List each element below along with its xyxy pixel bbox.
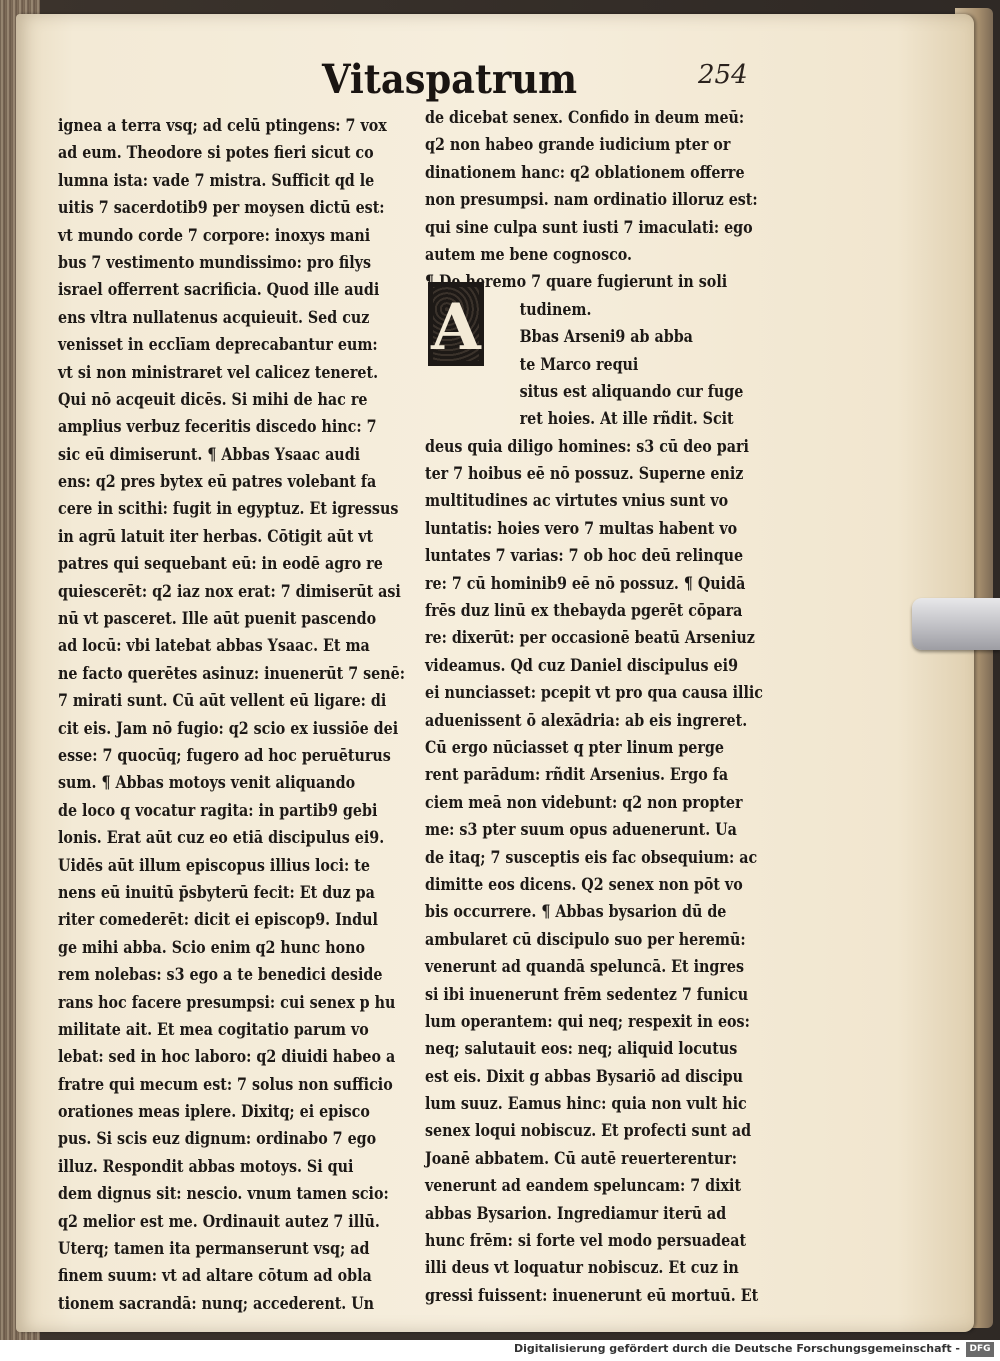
- text-line: deus quia diligo homines: s3 cū deo pari: [425, 435, 749, 456]
- text-line: ge mihi abba. Scio enim q2 hunc hono: [58, 936, 365, 957]
- text-line: cere in scithi: fugit in egyptuz. Et igressus: [58, 498, 399, 519]
- left-column: [58, 112, 405, 1317]
- right-column: [425, 104, 770, 1309]
- text-line: dinationem hanc: q2 oblationem offerre: [425, 161, 745, 182]
- text-line: lum suuz. Eamus hinc: quia non vult hic: [425, 1093, 747, 1114]
- text-line: rans hoc facere presumpsi: cui senex p hu: [58, 991, 396, 1012]
- text-line: non presumpsi. nam ordinatio illoruz est:: [425, 189, 758, 210]
- text-line: Joanē abbatem. Cū autē reuerterentur:: [425, 1147, 738, 1168]
- text-line: sum. ¶ Abbas motoys venit aliquando: [58, 772, 356, 793]
- text-line: qui sine culpa sunt iusti 7 imaculati: ego: [425, 216, 753, 237]
- text-line: Uterq; tamen ita permanserunt vsq; ad: [58, 1238, 370, 1259]
- text-line: pus. Si scis euz dignum: ordinabo 7 ego: [58, 1128, 377, 1149]
- text-line: lebat: sed in hoc laboro: q2 diuidi habeo a: [58, 1046, 396, 1067]
- text-line: dimitte eos dicens. Q2 senex non pōt vo: [425, 873, 743, 894]
- text-line: rem nolebas: s3 ego a te benedici deside: [58, 964, 383, 985]
- text-line: bis occurrere. ¶ Abbas bysarion dū de: [425, 901, 727, 922]
- footer-bar: [0, 1340, 1000, 1361]
- text-line: uitis 7 sacerdotib9 per moysen dictū est:: [58, 197, 385, 218]
- folio-number: 254: [698, 60, 748, 90]
- text-line: vt si non ministraret vel calicez teneret.: [58, 361, 379, 382]
- footer-credit: Digitalisierung gefördert durch die Deutsche Forschungsgemeinschaft -: [513, 1342, 960, 1355]
- text-line: q2 melior est me. Ordinauit autez 7 illū.: [58, 1210, 380, 1231]
- text-line: Bbas Arseni9 ab abba: [519, 326, 693, 347]
- text-line: ¶ De heremo 7 quare fugierunt in soli: [425, 271, 728, 292]
- text-line: Uidēs aūt illum episcopus illius loci: te: [58, 854, 370, 875]
- text-line: venerunt ad eandem speluncam: 7 dixit: [425, 1175, 742, 1196]
- text-line: ignea a terra vsq; ad celū ptingens: 7 vox: [58, 115, 387, 135]
- running-head: Vitaspatrum: [322, 56, 578, 103]
- text-line: si ibi inuenerunt frēm sedentez 7 funicu: [425, 983, 749, 1004]
- text-line: lumna ista: vade 7 mistra. Sufficit qd le: [58, 169, 375, 190]
- text-line: quiescerēt: q2 iaz nox erat: 7 dimiserūt asi: [58, 580, 401, 601]
- text-line: de loco q vocatur ragita: in partib9 gebi: [58, 799, 378, 820]
- text-line: neq; salutauit eos: neq; aliquid locutus: [425, 1038, 738, 1059]
- text-line: gressi fuissent: inuenerunt eū mortuū. Et: [425, 1284, 759, 1305]
- text-line: abbas Bysarion. Ingrediamur iterū ad: [425, 1202, 727, 1223]
- text-line: re: dixerūt: per occasionē beatū Arseniuz: [425, 627, 755, 648]
- text-line: ad eum. Theodore si potes fieri sicut co: [58, 142, 374, 163]
- text-line: ter 7 hoibus eē nō possuz. Superne eniz: [425, 463, 744, 484]
- dfg-logo-icon: DFG: [966, 1342, 994, 1357]
- text-line: tionem sacrandā: nunq; accederent. Un: [58, 1292, 375, 1313]
- text-line: senex loqui nobiscuz. Et profecti sunt ad: [425, 1120, 752, 1141]
- text-line: israel offerrent sacrificia. Quod ille audi: [58, 279, 380, 300]
- text-line: ens vltra nullatenus acquieuit. Sed cuz: [58, 306, 370, 327]
- text-line: esse: 7 quocūq; fugero ad hoc peruēturus: [58, 744, 391, 765]
- text-line: amplius verbuz feceritis discedo hinc: 7: [58, 416, 377, 437]
- text-line: autem me bene cognosco.: [425, 243, 633, 264]
- text-line: hunc frēm: si forte vel modo persuadeat: [425, 1230, 747, 1251]
- text-line: orationes meas iplere. Dixitq; ei episco: [58, 1101, 370, 1122]
- text-line: luntatis: hoies vero 7 multas habent vo: [425, 517, 738, 538]
- text-line: q2 non habeo grande iudicium pter or: [425, 134, 731, 155]
- text-line: Qui nō acqeuit dicēs. Si mihi de hac re: [58, 388, 368, 409]
- text-line: luntates 7 varias: 7 ob hoc deū relinque: [425, 545, 744, 566]
- text-line: frēs duz linū ex thebayda pgerēt cōpara: [425, 600, 743, 621]
- text-line: ret hoies. At ille rñdit. Scit: [519, 408, 734, 429]
- text-line: de itaq; 7 susceptis eis fac obsequium: ac: [425, 846, 758, 867]
- text-line: ne facto querētes asinuz: inuenerūt 7 senē:: [58, 662, 405, 683]
- text-line: nens eū inuitū p̄sbyterū fecit: Et duz pa: [58, 881, 375, 902]
- text-line: bus 7 vestimento mundissimo: pro filys: [58, 251, 372, 272]
- text-line: illi deus vt loquatur nobiscuz. Et cuz in: [425, 1257, 739, 1278]
- text-line: venisset in ecclīam deprecabantur eum:: [58, 334, 378, 355]
- text-line: in agrū latuit iter herbas. Cōtigit aūt vt: [58, 525, 374, 546]
- text-line: tudinem.: [519, 298, 592, 319]
- initial-letter: A: [431, 290, 481, 365]
- text-line: ad locū: vbi latebat abbas Ysaac. Et ma: [58, 635, 370, 656]
- text-line: fratre qui mecum est: 7 solus non sufficio: [58, 1073, 393, 1094]
- text-line: venerunt ad quandā speluncā. Et ingres: [425, 956, 745, 977]
- text-line: illuz. Respondit abbas motoys. Si qui: [58, 1155, 354, 1176]
- text-line: me: s3 pter suum opus aduenerunt. Ua: [425, 819, 737, 840]
- text-line: 7 mirati sunt. Cū aūt vellent eū ligare: di: [58, 690, 387, 711]
- text-line: finem suum: vt ad altare cōtum ad obla: [58, 1265, 372, 1286]
- text-line: est eis. Dixit g abbas Bysariō ad discipu: [425, 1065, 743, 1086]
- text-line: te Marco requi: [519, 353, 639, 374]
- text-line: dem dignus sit: nescio. vnum tamen scio:: [58, 1183, 389, 1204]
- text-line: patres qui sequebant eū: in eodē agro re: [58, 553, 383, 574]
- text-line: lonis. Erat aūt cuz eo etiā discipulus ei9.: [58, 827, 385, 848]
- text-line: situs est aliquando cur fuge: [519, 380, 744, 401]
- text-line: militate ait. Et mea cogitatio parum vo: [58, 1018, 369, 1039]
- page-clip: [912, 598, 1000, 650]
- text-line: lum operantem: qui neq; respexit in eos:: [425, 1010, 750, 1031]
- text-line: vt mundo corde 7 corpore: inoxys mani: [58, 224, 371, 245]
- text-line: rent parādum: rñdit Arsenius. Ergo fa: [425, 764, 729, 785]
- text-line: ciem meā non videbunt: q2 non propter: [425, 791, 743, 812]
- text-line: cit eis. Jam nō fugio: q2 scio ex iussiōe dei: [58, 717, 399, 738]
- text-line: Cū ergo nūciasset q pter linum perge: [425, 736, 724, 757]
- text-line: re: 7 cū hominib9 eē nō possuz. ¶ Quidā: [425, 572, 746, 593]
- text-line: videamus. Qd cuz Daniel discipulus ei9: [425, 654, 738, 675]
- text-line: ens: q2 pres bytex eū patres volebant fa: [58, 471, 377, 492]
- text-line: nū vt pasceret. Ille aūt puenit pascendo: [58, 608, 377, 629]
- text-line: de dicebat senex. Confido in deum meū:: [425, 107, 745, 127]
- text-line: multitudines ac virtutes vnius sunt vo: [425, 490, 729, 511]
- text-line: aduenissent ō alexādria: ab eis ingreret.: [425, 709, 748, 730]
- text-line: ambularet cū discipulo suo per heremū:: [425, 928, 746, 949]
- text-line: riter comederēt: dicit ei episcop9. Indul: [58, 909, 378, 930]
- text-line: sic eū dimiserunt. ¶ Abbas Ysaac audi: [58, 443, 361, 464]
- text-line: ei nunciasset: pcepit vt pro qua causa illic: [425, 682, 763, 703]
